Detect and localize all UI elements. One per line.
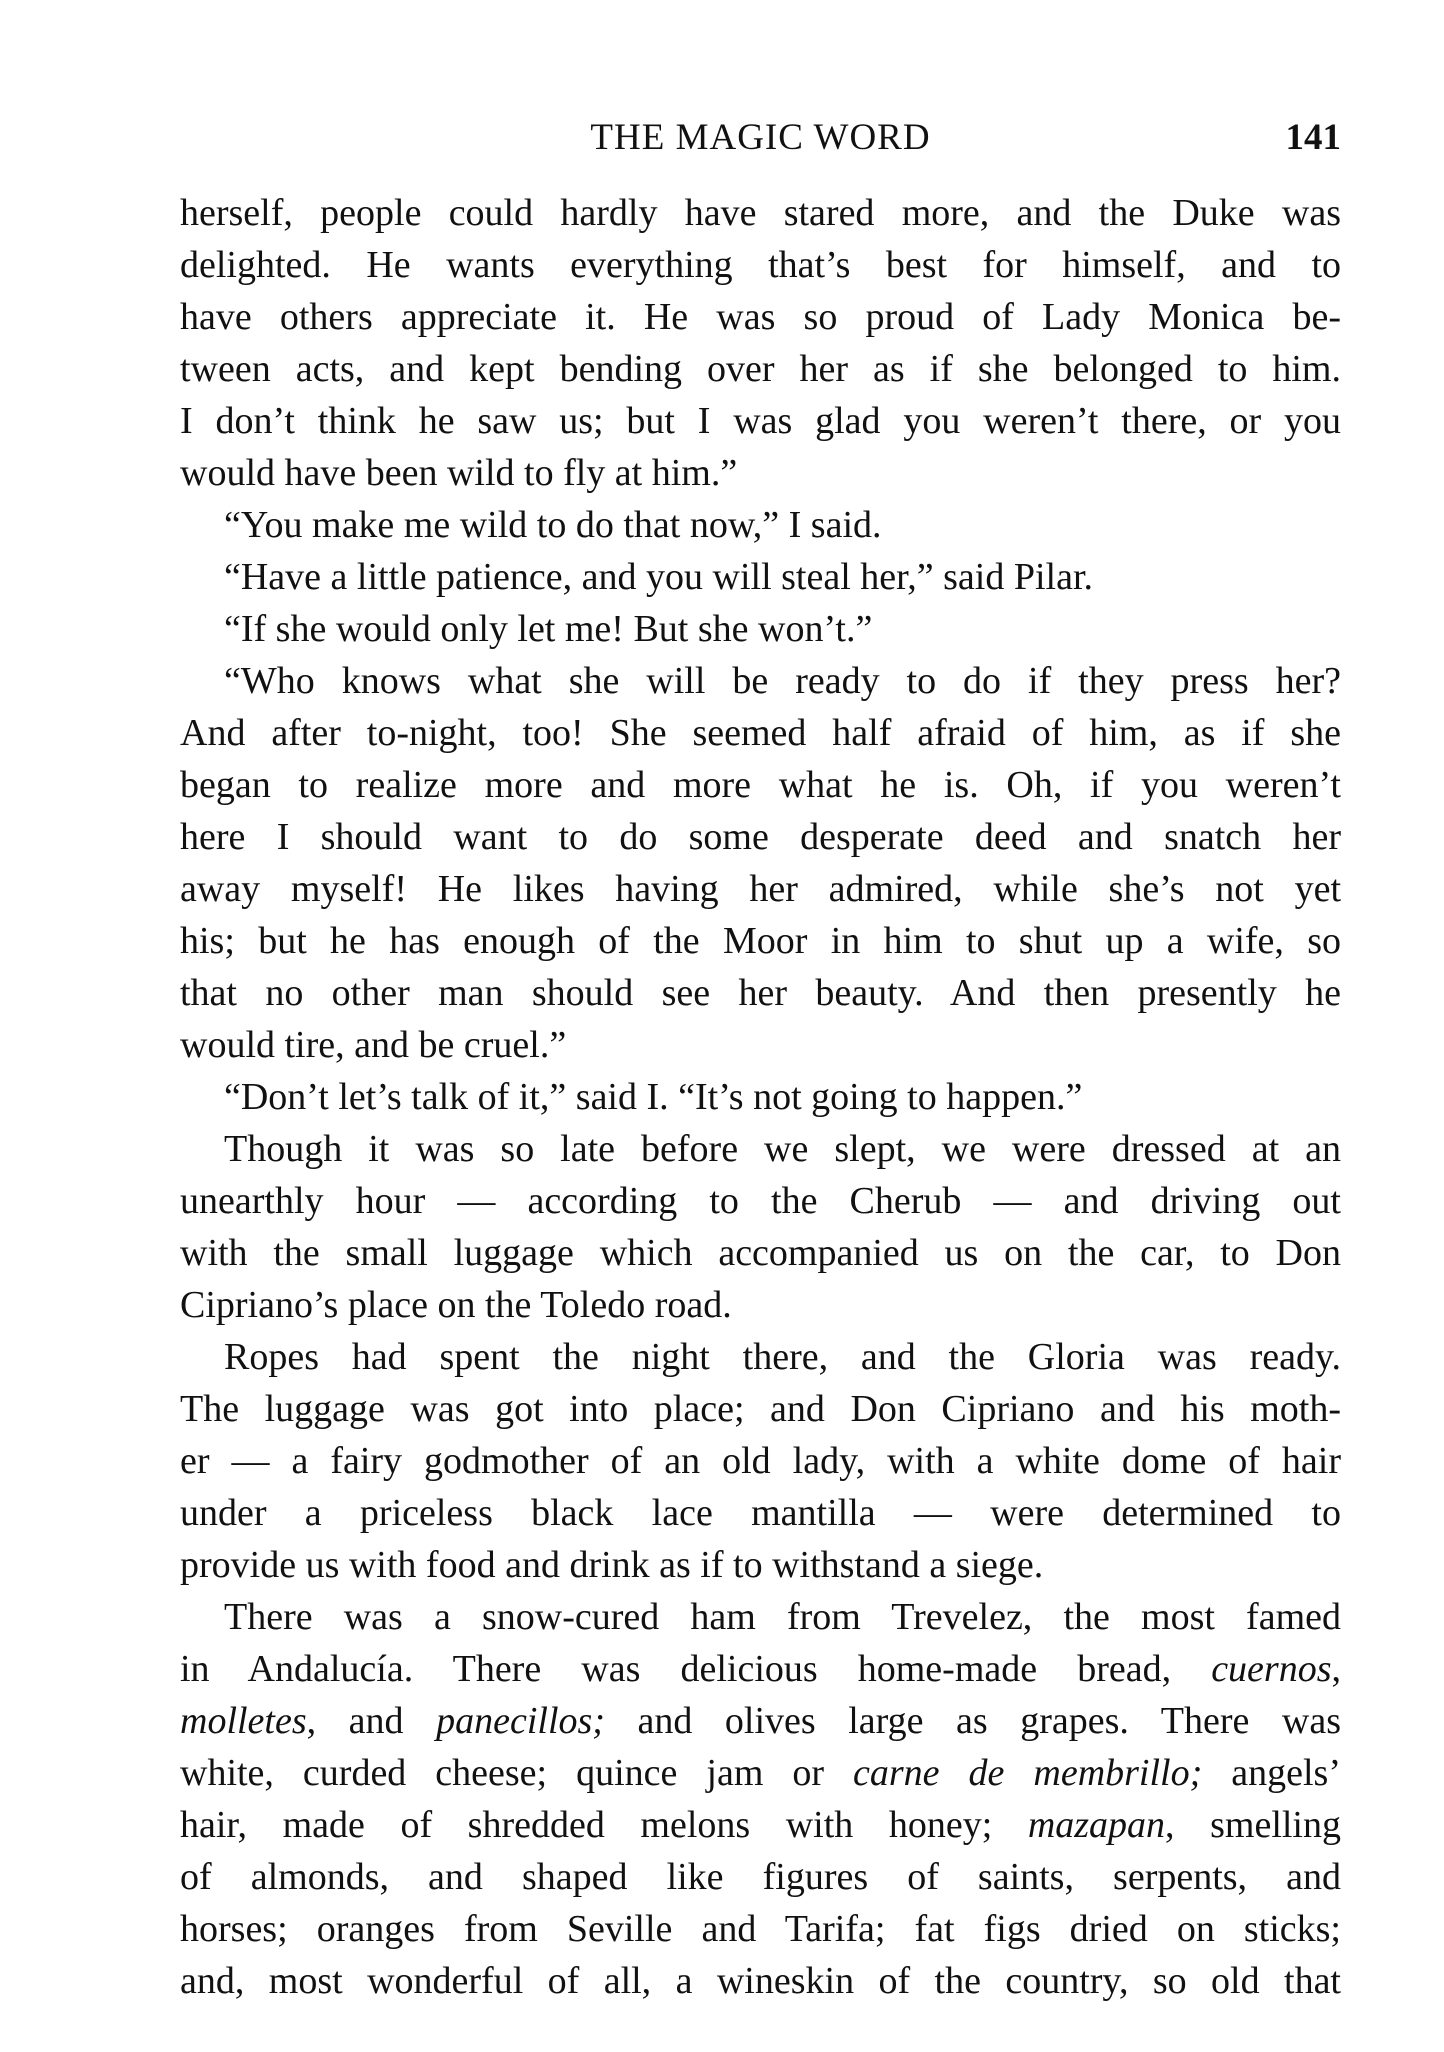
text-line xyxy=(180,1747,1341,1799)
text-line xyxy=(180,1955,1341,2007)
text-segment: Though it was so late before we slept, we were dressed at an xyxy=(224,1128,1341,1170)
text-segment: hair, made of shredded melons with honey; xyxy=(180,1804,1028,1846)
text-line xyxy=(180,1383,1341,1435)
italic-text: panecillos; xyxy=(436,1700,605,1742)
text-segment: and, most wonderful of all, a wineskin of the country, so old that xyxy=(180,1960,1341,2002)
text-line xyxy=(180,759,1341,811)
text-segment: that no other man should see her beauty. And then presently he xyxy=(180,972,1341,1014)
text-line xyxy=(180,1019,1341,1071)
text-line xyxy=(180,655,1341,707)
italic-text: mazapan xyxy=(1027,1804,1166,1846)
text-line xyxy=(180,707,1341,759)
text-segment: with the small luggage which accompanied us on the car, to Don xyxy=(180,1232,1341,1274)
text-line xyxy=(180,1227,1341,1279)
text-line xyxy=(180,239,1341,291)
text-line xyxy=(180,1903,1341,1955)
italic-text: carne de membrillo; xyxy=(853,1752,1203,1794)
text-segment: horses; oranges from Seville and Tarifa; fat figs dried on sticks; xyxy=(180,1908,1341,1950)
text-line xyxy=(180,1487,1341,1539)
text-line xyxy=(180,1799,1341,1851)
text-line xyxy=(180,967,1341,1019)
text-segment: tween acts, and kept bending over her as if she belonged to him. xyxy=(180,348,1341,390)
text-segment: delighted. He wants everything that’s best for himself, and to xyxy=(180,244,1341,286)
text-segment: provide us with food and drink as if to withstand a siege. xyxy=(180,1544,1044,1586)
text-segment: herself, people could hardly have stared more, and the Duke was xyxy=(180,192,1341,234)
text-line xyxy=(180,499,1341,551)
text-segment: The luggage was got into place; and Don Cipriano and his moth- xyxy=(180,1388,1341,1430)
text-line xyxy=(180,395,1341,447)
text-line xyxy=(180,1591,1341,1643)
text-segment: under a priceless black lace mantilla — were determined to xyxy=(180,1492,1341,1534)
page-number: 141 xyxy=(1285,117,1341,158)
running-header xyxy=(180,112,1341,164)
text-segment: unearthly hour — according to the Cherub — and driving out xyxy=(180,1180,1341,1222)
italic-text: cuernos xyxy=(1211,1648,1332,1690)
text-line xyxy=(180,1331,1341,1383)
text-line xyxy=(180,1435,1341,1487)
text-segment: Cipriano’s place on the Toledo road. xyxy=(180,1284,732,1326)
text-line xyxy=(180,1539,1341,1591)
text-segment: , smelling xyxy=(1165,1804,1341,1846)
text-segment: his; but he has enough of the Moor in him to shut up a wife, so xyxy=(180,920,1341,962)
text-segment: white, curded cheese; quince jam or xyxy=(180,1752,854,1794)
text-line xyxy=(180,551,1341,603)
text-segment: began to realize more and more what he is. Oh, if you weren’t xyxy=(180,764,1341,806)
text-segment: er — a fairy godmother of an old lady, with a white dome of hair xyxy=(180,1440,1341,1482)
running-title: THE MAGIC WORD xyxy=(590,117,931,158)
text-line xyxy=(180,1175,1341,1227)
italic-text: molletes xyxy=(180,1700,307,1742)
text-line xyxy=(180,447,1341,499)
text-segment: would tire, and be cruel.” xyxy=(180,1024,567,1066)
text-segment: angels’ xyxy=(1202,1752,1341,1794)
text-segment: have others appreciate it. He was so proud of Lady Monica be- xyxy=(180,296,1341,338)
text-line xyxy=(180,187,1341,239)
text-line xyxy=(180,291,1341,343)
text-line xyxy=(180,811,1341,863)
text-segment: in Andalucía. There was delicious home-made bread, xyxy=(180,1648,1212,1690)
text-line xyxy=(180,863,1341,915)
text-segment: and olives large as grapes. There was xyxy=(604,1700,1341,1742)
text-segment: “If she would only let me! But she won’t.” xyxy=(224,608,873,650)
text-segment: I don’t think he saw us; but I was glad you weren’t there, or you xyxy=(180,400,1341,442)
text-line xyxy=(180,1643,1341,1695)
text-line xyxy=(180,1695,1341,1747)
text-segment: away myself! He likes having her admired, while she’s not yet xyxy=(180,868,1341,910)
text-segment: “Don’t let’s talk of it,” said I. “It’s not going to happen.” xyxy=(224,1076,1083,1118)
text-segment: “Who knows what she will be ready to do if they press her? xyxy=(224,660,1341,702)
text-line xyxy=(180,1851,1341,1903)
text-segment: of almonds, and shaped like figures of saints, serpents, and xyxy=(180,1856,1341,1898)
page-body-text xyxy=(180,187,1341,2007)
text-segment: , xyxy=(1331,1648,1341,1690)
text-line xyxy=(180,603,1341,655)
text-line xyxy=(180,1123,1341,1175)
text-segment: “You make me wild to do that now,” I said. xyxy=(224,504,882,546)
text-line xyxy=(180,915,1341,967)
text-line xyxy=(180,343,1341,395)
text-line xyxy=(180,1071,1341,1123)
text-segment: Ropes had spent the night there, and the Gloria was ready. xyxy=(224,1336,1341,1378)
text-segment: would have been wild to fly at him.” xyxy=(180,452,738,494)
text-segment: “Have a little patience, and you will steal her,” said Pilar. xyxy=(224,556,1094,598)
text-segment: There was a snow-cured ham from Trevelez, the most famed xyxy=(224,1596,1341,1638)
text-line xyxy=(180,1279,1341,1331)
text-segment: And after to-night, too! She seemed half afraid of him, as if she xyxy=(180,712,1341,754)
text-segment: , and xyxy=(306,1700,437,1742)
text-segment: here I should want to do some desperate deed and snatch her xyxy=(180,816,1341,858)
